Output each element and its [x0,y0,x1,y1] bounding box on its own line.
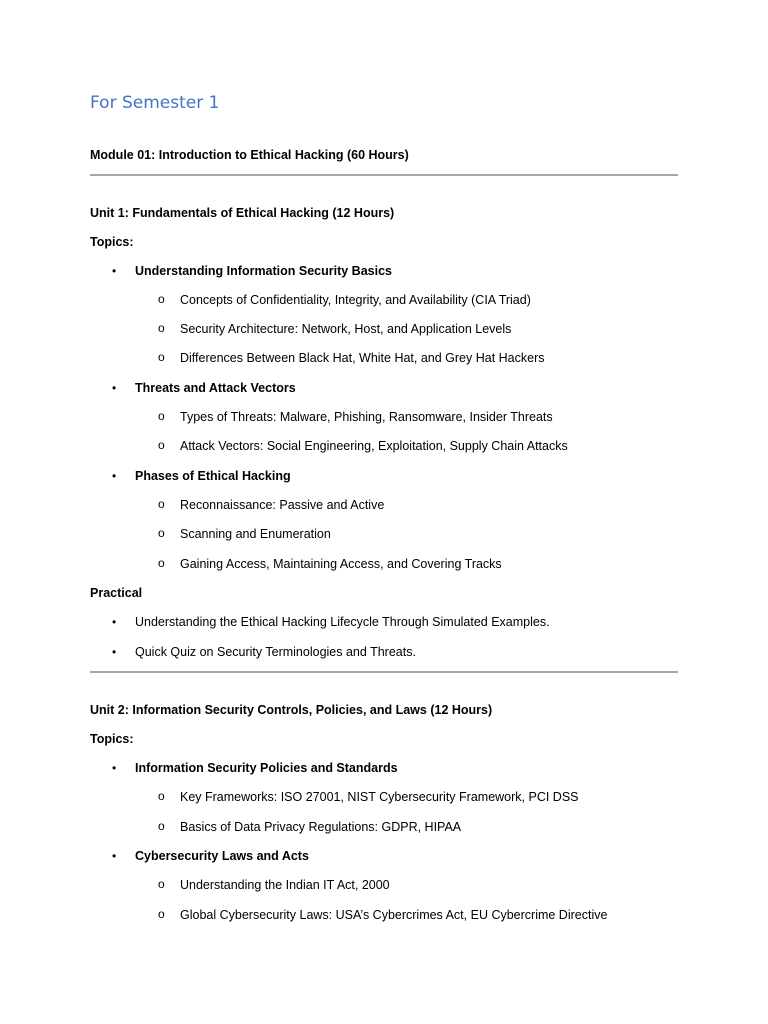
topic-heading: Understanding Information Security Basics [135,264,392,278]
subbullet-icon: o [158,321,165,335]
subbullet-icon: o [158,526,165,540]
subbullet-icon: o [158,819,165,833]
topic-item: Basics of Data Privacy Regulations: GDPR, HIPAA [180,820,462,834]
unit2-topics-label: Topics: [90,732,134,746]
subbullet-icon: o [158,292,165,306]
practical-label: Practical [90,586,143,600]
bullet-icon: • [112,381,117,395]
unit1-title: Unit 1: Fundamentals of Ethical Hacking (12 Hours) [90,206,395,220]
bullet-icon: • [112,849,117,863]
bullet-icon: • [112,645,117,659]
subbullet-icon: o [158,497,165,511]
horizontal-rule [90,174,678,176]
module-title: Module 01: Introduction to Ethical Hacking (60 Hours) [90,148,409,162]
subbullet-icon: o [158,350,165,364]
topic-item: Attack Vectors: Social Engineering, Exploitation, Supply Chain Attacks [180,439,568,453]
practical-item: Understanding the Ethical Hacking Lifecycle Through Simulated Examples. [135,615,550,629]
horizontal-rule [90,671,678,673]
topic-item: Understanding the Indian IT Act, 2000 [180,878,390,892]
topic-heading: Phases of Ethical Hacking [135,469,291,483]
topic-item: Concepts of Confidentiality, Integrity, and Availability (CIA Triad) [180,293,531,307]
bullet-icon: • [112,264,117,278]
subbullet-icon: o [158,907,165,921]
bullet-icon: • [112,761,117,775]
subbullet-icon: o [158,556,165,570]
subbullet-icon: o [158,409,165,423]
unit2-title: Unit 2: Information Security Controls, Policies, and Laws (12 Hours) [90,703,493,717]
topic-heading: Cybersecurity Laws and Acts [135,849,309,863]
subbullet-icon: o [158,438,165,452]
topic-item: Gaining Access, Maintaining Access, and Covering Tracks [180,557,502,571]
bullet-icon: • [112,615,117,629]
topic-item: Security Architecture: Network, Host, and Application Levels [180,322,512,336]
topic-item: Types of Threats: Malware, Phishing, Ransomware, Insider Threats [180,410,553,424]
topic-heading: Information Security Policies and Standards [135,761,398,775]
topic-item: Scanning and Enumeration [180,527,331,541]
subbullet-icon: o [158,877,165,891]
topic-item: Key Frameworks: ISO 27001, NIST Cybersecurity Framework, PCI DSS [180,790,579,804]
bullet-icon: • [112,469,117,483]
unit1-topics-label: Topics: [90,235,134,249]
practical-item: Quick Quiz on Security Terminologies and Threats. [135,645,416,659]
topic-heading: Threats and Attack Vectors [135,381,296,395]
semester-heading: For Semester 1 [90,93,220,113]
subbullet-icon: o [158,789,165,803]
topic-item: Differences Between Black Hat, White Hat, and Grey Hat Hackers [180,351,545,365]
topic-item: Global Cybersecurity Laws: USA’s Cybercrimes Act, EU Cybercrime Directive [180,908,608,922]
topic-item: Reconnaissance: Passive and Active [180,498,385,512]
